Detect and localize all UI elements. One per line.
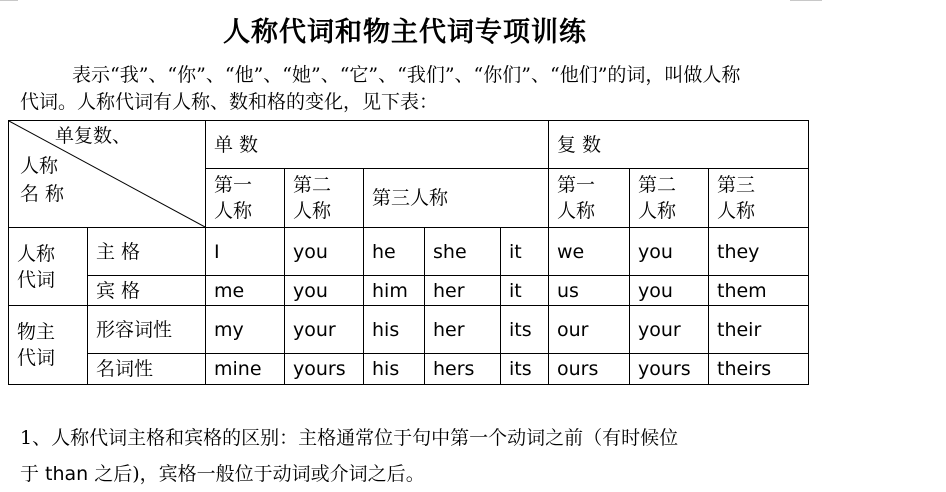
header-second-person: 第二 人称 [285,169,364,228]
table-cell: your [630,306,709,354]
intro-line-1: 表示“我”、“你”、“他”、“她”、“它”、“我们”、“你们”、“他们”的词，叫做人称 [72,64,741,86]
row-label-adjectival: 形容词性 [88,306,206,354]
table-cell: her [425,276,501,306]
table-cell: its [501,306,549,354]
table-row-subject [9,228,809,276]
table-cell: its [501,354,549,385]
note-line-2-start: 于 [20,463,46,485]
table-cell: them [709,276,809,306]
table-row-adjectival [9,306,809,354]
table-cell: ours [549,354,630,385]
table-cell: yours [285,354,364,385]
table-cell: yours [630,354,709,385]
table-cell: her [425,306,501,354]
header-plural-first-person: 第一 人称 [549,169,630,228]
singular-header: 单 数 [206,121,549,169]
intro-line-2: 代词。人称代词有人称、数和格的变化，见下表： [20,91,439,113]
row-label-object: 宾 格 [88,276,206,306]
table-row-object [9,276,809,306]
header-first-person: 第一 人称 [206,169,285,228]
note-line-2-than: than [45,463,89,485]
corner-diagonal-header [9,121,206,228]
group-possessive-pronoun: 物主 代词 [9,306,88,385]
table-cell: me [206,276,285,306]
table-cell: it [501,228,549,276]
note-paragraph [20,420,810,492]
table-cell: mine [206,354,285,385]
page-top-rule-right [790,0,822,1]
table-cell: his [364,306,425,354]
table-cell: theirs [709,354,809,385]
page-top-rule-left [0,0,18,1]
intro-paragraph [20,62,810,116]
header-third-person: 第三人称 [364,169,549,228]
table-cell: he [364,228,425,276]
table-cell: you [630,276,709,306]
table-cell: him [364,276,425,306]
header-plural-third-person: 第三 人称 [709,169,809,228]
corner-label-person: 人称 [20,155,59,177]
plural-header: 复 数 [549,121,809,169]
header-plural-second-person: 第二 人称 [630,169,709,228]
table-cell: us [549,276,630,306]
corner-label-number: 单复数、 [55,125,132,147]
table-cell: their [709,306,809,354]
table-cell: I [206,228,285,276]
table-cell: hers [425,354,501,385]
page-title: 人称代词和物主代词专项训练 [223,17,587,48]
table-row-nominal [9,354,809,385]
table-cell: you [285,276,364,306]
table-cell: his [364,354,425,385]
row-label-nominal: 名词性 [88,354,206,385]
table-cell: it [501,276,549,306]
table-cell: we [549,228,630,276]
row-label-subject: 主 格 [88,228,206,276]
note-line-2-end: 之后)，宾格一般位于动词或介词之后。 [88,463,425,485]
table-cell: she [425,228,501,276]
table-cell: our [549,306,630,354]
corner-label-name: 名 称 [20,183,65,205]
group-personal-pronoun: 人称 代词 [9,228,88,306]
note-line-1: 1、人称代词主格和宾格的区别：主格通常位于句中第一个动词之前（有时候位 [20,427,679,449]
table-cell: you [285,228,364,276]
pronoun-table [8,120,809,385]
table-cell: they [709,228,809,276]
table-cell: your [285,306,364,354]
table-cell: my [206,306,285,354]
table-cell: you [630,228,709,276]
